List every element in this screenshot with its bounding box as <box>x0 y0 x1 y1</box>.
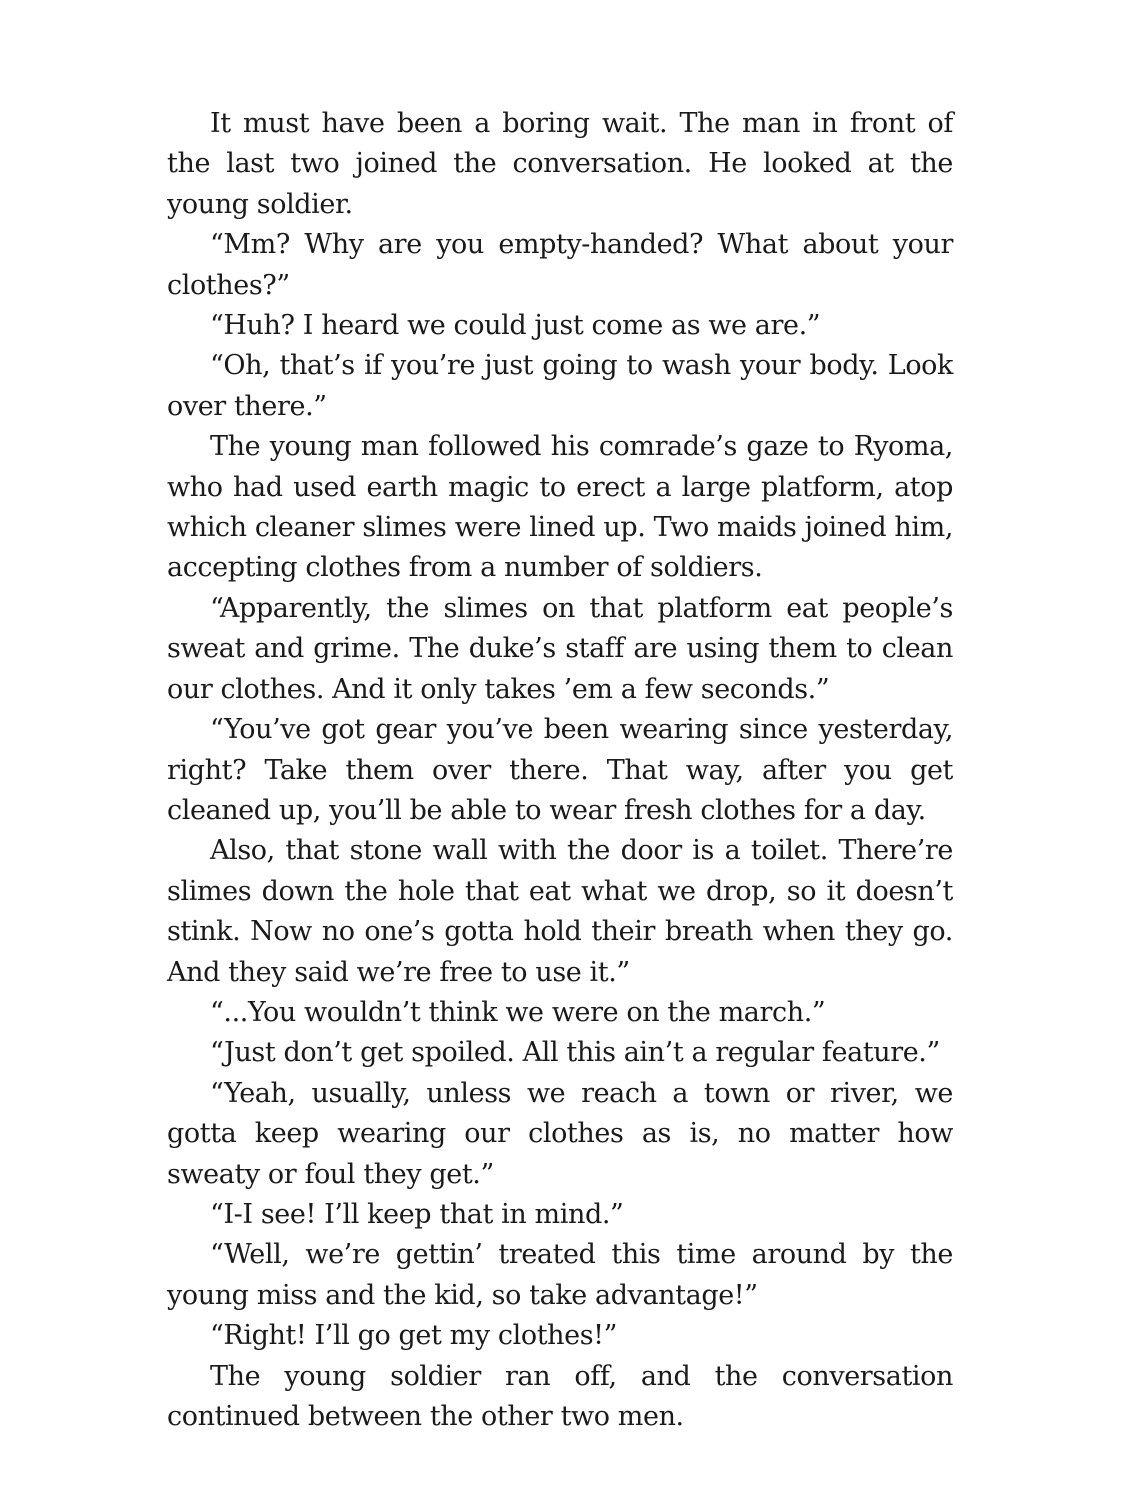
paragraph: “Well, we’re gettin’ treated this time around by the young miss and the kid, so take advantage!” <box>167 1239 953 1311</box>
paragraph: “Right! I’ll go get my clothes!” <box>210 1320 618 1352</box>
paragraph: “I-I see! I’ll keep that in mind.” <box>210 1198 624 1230</box>
paragraph: “You’ve got gear you’ve been wearing since yesterday, right? Take them over there. That way, after you get cleaned up, you’ll be able to wear fresh clothes for a day. <box>167 714 953 826</box>
paragraph: The young man followed his comrade’s gaze to Ryoma, who had used earth magic to erect a large platform, atop which cleaner slimes were lined up. Two maids joined him, accepting clothes from a number of soldiers. <box>167 431 953 584</box>
paragraph: “Just don’t get spoiled. All this ain’t a regular feature.” <box>210 1037 940 1069</box>
paragraph: “...You wouldn’t think we were on the march.” <box>210 996 826 1028</box>
paragraph: “Huh? I heard we could just come as we are.” <box>210 310 821 342</box>
paragraph: “Oh, that’s if you’re just going to wash your body. Look over there.” <box>167 350 953 422</box>
paragraph: “Yeah, usually, unless we reach a town or river, we gotta keep wearing our clothes as is, no matter how sweaty or foul they get.” <box>167 1077 953 1190</box>
paragraph: “Mm? Why are you empty-handed? What about your clothes?” <box>167 229 953 301</box>
paragraph: The young soldier ran off, and the conversation continued between the other two men. <box>167 1360 953 1432</box>
paragraph: It must have been a boring wait. The man in front of the last two joined the conversation. He looked at the young soldier. <box>167 108 953 220</box>
paragraph: Also, that stone wall with the door is a toilet. There’re slimes down the hole that eat what we drop, so it doesn’t stink. Now no one’s gotta hold their breath when they go. And they said we’re free to use it.” <box>167 835 953 988</box>
page-body <box>167 104 953 1437</box>
paragraph: “Apparently, the slimes on that platform eat people’s sweat and grime. The duke’s staff are using them to clean our clothes. And it only takes ’em a few seconds.” <box>167 592 953 705</box>
